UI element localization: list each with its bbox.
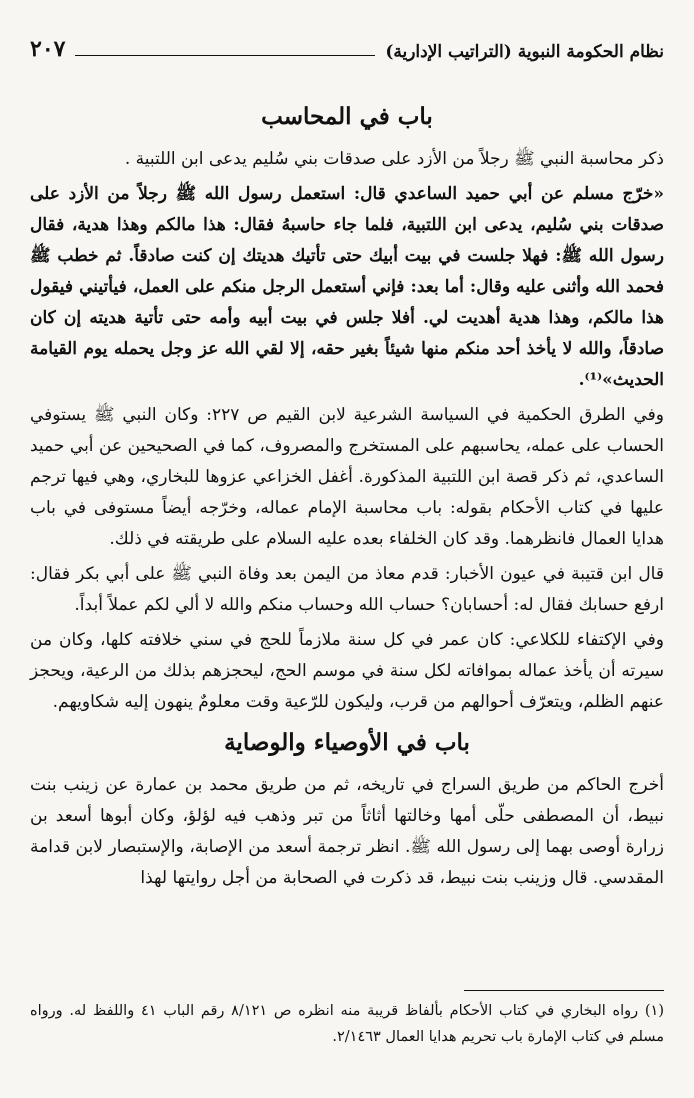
paragraph-iktifa: وفي الإكتفاء للكلاعي: كان عمر في كل سنة ملازماً للحج في سني خلافته كلها، وكان من سيرته أن يأخذ عماله بموافاته لكل سنة في موسم الحج، ليحجزهم بذلك من الرعية، ويحجز عنهم الظلم، ويتعرّف أحوالهم من قرب، وليكون للرّعية وقت معلومٌ ينهون إليه شكاويهم. — [30, 630, 664, 712]
header-rule — [75, 55, 375, 56]
main-content — [30, 92, 664, 898]
section-heading-accountant: باب في المحاسب — [261, 103, 433, 130]
running-title: نظام الحكومة النبوية (التراتيب الإدارية) — [385, 42, 664, 62]
page-number: ٢٠٧ — [30, 36, 66, 62]
section-heading-guardians: باب في الأوصياء والوصاية — [224, 729, 470, 756]
paragraph-hakim: أخرج الحاكم من طريق السراج في تاريخه، ثم من طريق محمد بن عمارة عن زينب بنت نبيط، أن المصطفى حلّى أمها وخالتها أثاثاً من تبر وذهب فيه لؤلؤ، وكان أبوها أسعد بن زرارة أوصى بهما إلى رسول الله ﷺ. انظر ترجمة أسعد من الإصابة، والإستبصار لابن قدامة المقدسي. قال وزينب بنت نبيط، قد ذكرت في الصحابة من أجل روايتها لهذا — [30, 775, 664, 888]
footnote-rule — [464, 990, 664, 991]
paragraph-turuq-hukmiyya: وفي الطرق الحكمية في السياسة الشرعية لابن القيم ص ٢٢٧: وكان النبي ﷺ يستوفي الحساب على عمله، يحاسبهم على المستخرج والمصروف، كما في الصحيحين عن أبي حميد الساعدي، ثم ذكر قصة ابن اللتبية المذكورة. أغفل الخزاعي عزوها للبخاري، وهي فيها ترجم عليها في كتاب الأحكام بقوله: باب محاسبة الإمام عماله، وخرّجه أيضاً مستوفى في باب هدايا العمال فانظرهما. وقد كان الخلفاء بعده عليه السلام على طريقته في ذلك. — [30, 405, 664, 549]
footnotes — [30, 998, 664, 1056]
paragraph-ibn-qutayba: قال ابن قتيبة في عيون الأخبار: قدم معاذ من اليمن بعد وفاة النبي ﷺ على أبي بكر فقال: ارفع حسابك فقال له: أحسابان؟ حساب الله وحساب منكم والله لا ألي لكم عملاً أبداً. — [30, 564, 664, 615]
intro-paragraph: ذكر محاسبة النبي ﷺ رجلاً من الأزد على صدقات بني سُليم يدعى ابن اللتبية . — [124, 149, 664, 169]
footnote-1: (١) رواه البخاري في كتاب الأحكام بألفاظ قريبة منه انظره ص ٨/١٢١ رقم الباب ٤١ واللفظ له. ورواه مسلم في كتاب الإمارة باب تحريم هدايا العمال ٢/١٤٦٣. — [30, 1003, 664, 1045]
hadith-paragraph: «خرّج مسلم عن أبي حميد الساعدي قال: استعمل رسول الله ﷺ رجلاً من الأزد على صدقات بني سُليم، يدعى ابن اللتبية، فلما جاء حاسبهُ فقال: هذا مالكم وهذا هدية، فقال رسول الله ﷺ: فهلا جلست في بيت أبيك حتى تأتيك هديتك إن كنت صادقاً. ثم خطب ﷺ فحمد الله وأثنى عليه وقال: أما بعد: فإني أستعمل الرجل منكم على العمل، فيأتيني فيقول هذا مالكم، وهذا هدية أهديت لي. أفلا جلس في بيت أبيه وأمه حتى تأتية هديته إن كان صادقاً، والله لا يأخذ أحد منكم منها شيئاً بغير حقه، إلا لقي الله عز وجل يحمله يوم القيامة الحديث»⁽¹⁾. — [30, 184, 664, 390]
page-header — [30, 28, 664, 62]
